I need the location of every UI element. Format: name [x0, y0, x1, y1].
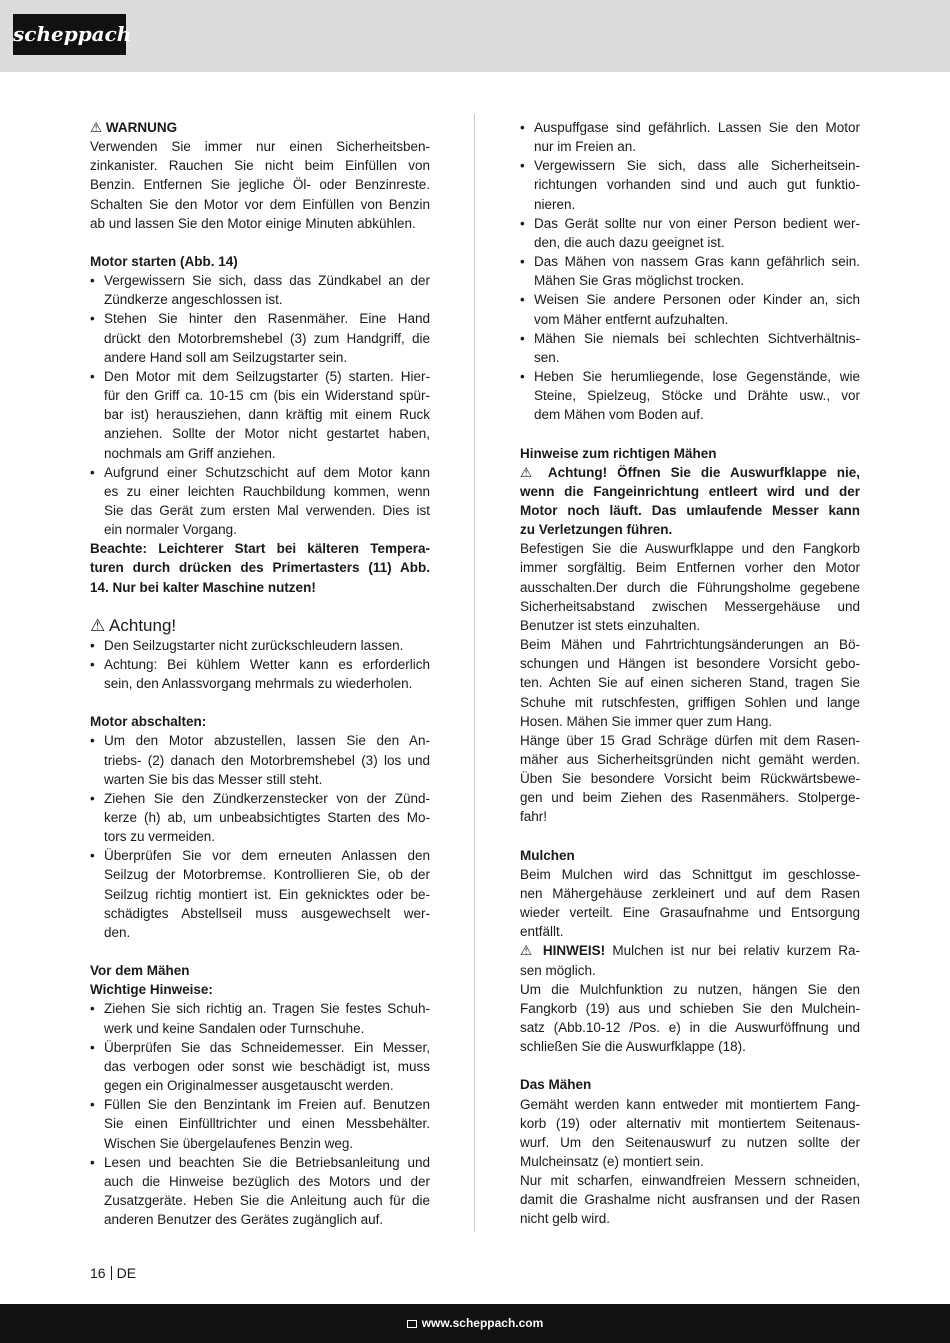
text-line: schließen Sie die Auswurfklappe (18).: [520, 1039, 746, 1055]
list-item-line: Ziehen Sie sich richtig an. Tragen Sie festes Schuh-: [104, 1001, 430, 1017]
list-item-line: richtungen vorhanden sind und auch gut funktio-: [534, 177, 860, 193]
list-item-line: Wischen Sie übergelaufenes Benzin weg.: [104, 1135, 354, 1151]
text-line: wurf. Um den Seitenauswurf zu nutzen sollte der: [520, 1134, 860, 1150]
text-line: satz (Abb.10-12 /Pos. e) in die Auswurföffnung und: [520, 1020, 860, 1036]
text-line: immer sorgfältig. Beim Entfernen vorher den Motor: [520, 560, 860, 576]
list-item-line: anziehen. Sollte der Motor nicht gestartet haben,: [104, 426, 430, 442]
text-line: Schalten Sie den Motor vor dem Einfüllen von Benzin: [90, 196, 430, 212]
bullet-icon: •: [90, 1154, 95, 1170]
mulching-title: Mulchen: [520, 847, 575, 863]
list-item: [90, 309, 430, 366]
text-line: Gemäht werden kann entweder mit montiertem Fang-: [520, 1096, 860, 1112]
bullet-icon: •: [90, 464, 95, 480]
list-item-line: sein, den Anlassvorgang mehrmals zu wiederholen.: [104, 676, 413, 692]
mowing-hints-title: Hinweise zum richtigen Mähen: [520, 445, 717, 461]
page-number-block: [90, 1264, 136, 1282]
text-line: mäher aus Sicherheitsgründen nicht gemäht werden.: [520, 752, 860, 767]
text-line: Üben Sie besondere Vorsicht beim Rückwärtsbewe-: [520, 771, 860, 787]
list-item-line: sen.: [534, 349, 560, 365]
list-item-line: werk und keine Sandalen oder Turnschuhe.: [104, 1020, 365, 1036]
list-item-line: Heben Sie herumliegende, lose Gegenstände, wie: [534, 369, 860, 385]
text-line: Fangkorb (19) aus und schieben Sie den Mulchein-: [520, 1000, 860, 1016]
list-item-line: Um den Motor abzustellen, lassen Sie den An-: [104, 733, 430, 749]
motor-stop-section: [90, 712, 430, 942]
mulching-text: [520, 865, 860, 942]
list-item-line: für den Griff ca. 10-15 cm (bis ein Widerstand spür-: [104, 388, 430, 404]
list-item-line: Vergewissern Sie sich, dass alle Sicherheitsein-: [534, 158, 860, 174]
motor-stop-title: Motor abschalten:: [90, 714, 207, 730]
list-item: [520, 156, 860, 213]
text-line: Schuhe mit rutschfesten, griffigen Sohlen und lange: [520, 694, 860, 710]
bullet-icon: •: [90, 1097, 95, 1113]
list-item-line: das verbogen oder sonst wie beschädigt ist, muss: [104, 1058, 430, 1074]
bullet-icon: •: [90, 368, 95, 384]
list-item-line: Auspuffgase sind gefährlich. Lassen Sie den Motor: [534, 120, 860, 135]
list-item-line: nur im Freien an.: [534, 139, 637, 155]
caution-list: [90, 636, 430, 693]
list-item: [90, 1095, 430, 1152]
list-item-line: Stehen Sie hinter den Rasenmäher. Eine Hand: [104, 311, 430, 327]
text-line: zu Verletzungen führen.: [520, 522, 673, 538]
list-item-line: nochmals am Griff anziehen.: [104, 445, 276, 461]
list-item-line: Aufgrund einer Schutzschicht auf dem Motor kann: [104, 464, 430, 480]
bullet-icon: •: [90, 656, 95, 672]
list-item-line: kerze (h) ab, um unbeabsichtigtes Starten des Mo-: [104, 810, 430, 825]
text-line: gen und beim Ziehen des Rasenmähers. Stolperge-: [520, 790, 860, 806]
text-line: ⚠ Achtung! Öffnen Sie die Auswurfklappe nie,: [520, 464, 860, 480]
list-item-line: drückt den Motorbremshebel (3) zum Handgriff, die: [104, 330, 430, 346]
list-item: [90, 789, 430, 846]
list-item-line: nieren.: [534, 196, 576, 212]
warning-title: ⚠ WARNUNG: [90, 120, 178, 135]
text-line: korb (19) oder alternativ mit montiertem Seitenaus-: [520, 1115, 860, 1131]
text-line: Benutzer ist stets einzuhalten.: [520, 617, 701, 633]
text-line: ten. Achten Sie auf einen sicheren Stand, tragen Sie: [520, 675, 860, 691]
list-item-line: den.: [104, 924, 131, 940]
bullet-icon: •: [520, 369, 525, 385]
list-item-line: bar ist) herausziehen, dann kräftig mit einem Ruck: [104, 407, 430, 423]
bullet-icon: •: [90, 273, 95, 289]
list-item-line: dem Mähen vom Boden auf.: [534, 407, 704, 423]
before-mowing-title: Vor dem Mähen: [90, 963, 190, 979]
text-line: Beachte: Leichterer Start bei kälteren Tempera-: [90, 541, 430, 557]
list-item-line: vom Mäher entfernt aufzuhalten.: [534, 311, 729, 327]
warning-block: [90, 118, 430, 233]
list-item-line: Den Seilzugstarter nicht zurückschleudern lassen.: [104, 637, 404, 653]
monitor-icon: [407, 1320, 417, 1328]
list-item-line: Mähen Sie Gras möglichst trocken.: [534, 273, 745, 289]
list-item-line: warten Sie bis das Messer still steht.: [104, 771, 323, 787]
mulching-hint-text: Mulchen ist nur bei relativ kurzem Ra-: [605, 943, 860, 959]
list-item-line: gegen ein Originalmesser ausgetauscht werden.: [104, 1078, 394, 1094]
text-line: Befestigen Sie die Auswurfklappe und den Fangkorb: [520, 541, 860, 557]
bullet-icon: •: [520, 158, 525, 174]
list-item-line: Achtung: Bei kühlem Wetter kann es erforderlich: [104, 656, 430, 672]
before-mowing-subtitle: Wichtige Hinweise:: [90, 982, 213, 998]
list-item-line: Lesen und beachten Sie die Betriebsanleitung und: [104, 1154, 430, 1170]
text-line: 14. Nur bei kalter Maschine nutzen!: [90, 579, 316, 595]
bullet-icon: •: [90, 1039, 95, 1055]
mulching-text-2: [520, 961, 860, 1057]
list-item-line: den, die auch dazu geeignet ist.: [534, 234, 725, 250]
motor-start-list: [90, 271, 430, 539]
bullet-icon: •: [90, 790, 95, 806]
page-separator: [111, 1266, 112, 1280]
text-line: nicht gelb wird.: [520, 1211, 611, 1227]
bullet-icon: •: [90, 311, 95, 327]
list-item: [520, 290, 860, 328]
caution-title: ⚠ Achtung!: [90, 615, 177, 635]
mowing-title: Das Mähen: [520, 1077, 592, 1093]
text-line: turen durch drücken des Primertasters (11) Abb.: [90, 560, 430, 576]
safety-list-section: [520, 118, 860, 425]
list-item-line: Mähen Sie niemals bei schlechten Sichtverhältnis-: [534, 330, 860, 346]
right-column: [520, 118, 860, 1248]
bullet-icon: •: [90, 848, 95, 864]
safety-list: [520, 118, 860, 425]
bullet-icon: •: [520, 292, 525, 308]
motor-start-note: [90, 539, 430, 596]
list-item-line: schädigtes Abstellseil muss ausgewechselt wer-: [104, 905, 430, 921]
list-item: [90, 1153, 430, 1230]
list-item: [90, 463, 430, 540]
bullet-icon: •: [90, 637, 95, 653]
mulching-section: [520, 846, 860, 1057]
list-item: [90, 999, 430, 1037]
list-item-line: Seilzug der Motorbremse. Kontrollieren Sie, ob der: [104, 867, 430, 883]
list-item-line: auch die Hinweise bezüglich des Motors und der: [104, 1173, 430, 1189]
motor-start-section: [90, 252, 430, 597]
bullet-icon: •: [520, 120, 525, 135]
text-line: fahr!: [520, 809, 548, 825]
list-item: [90, 636, 430, 655]
list-item-line: Sie das Gerät zum ersten Mal verwenden. Dies ist: [104, 502, 430, 518]
list-item: [520, 367, 860, 424]
list-item-line: Steine, Spielzeug, Stöcke und Drähte usw., vor: [534, 388, 860, 404]
list-item-line: anderen Benutzer des Gerätes zugänglich auf.: [104, 1212, 384, 1228]
text-line: Beim Mähen und Fahrtrichtungsänderungen an Bö-: [520, 637, 860, 653]
list-item-line: Zündkerze angeschlossen ist.: [104, 292, 283, 308]
warning-text: [90, 137, 430, 233]
bullet-icon: •: [90, 733, 95, 749]
list-item: [90, 655, 430, 693]
page-footer: [0, 1304, 950, 1343]
mowing-warning: [520, 463, 860, 540]
text-line: schungen und Hängen ist besondere Vorsicht gebo-: [520, 656, 860, 672]
list-item: [90, 271, 430, 309]
text-line: nen Mähergehäuse zerkleinert und auf dem Rasen: [520, 885, 860, 901]
page-language: DE: [116, 1265, 137, 1281]
page-header: [0, 0, 950, 72]
list-item: [90, 367, 430, 463]
list-item-line: andere Hand soll am Seilzugstarter sein.: [104, 349, 348, 365]
list-item-line: es zu einer leichten Rauchbildung kommen, wenn: [104, 483, 430, 499]
list-item-line: Überprüfen Sie vor dem erneuten Anlassen den: [104, 848, 430, 864]
text-line: Mulcheinsatz (e) montiert sein.: [520, 1153, 704, 1169]
mowing-hints-section: [520, 444, 860, 827]
list-item-line: Überprüfen Sie das Schneidemesser. Ein Messer,: [104, 1039, 430, 1055]
list-item-line: ein normaler Vorgang.: [104, 522, 237, 538]
list-item: [520, 252, 860, 290]
list-item-line: Das Mähen von nassem Gras kann gefährlich sein.: [534, 254, 860, 270]
list-item-line: Sie einen Einfülltrichter und einen Messbehälter.: [104, 1116, 430, 1132]
bullet-icon: •: [520, 254, 525, 270]
text-line: zinkanister. Rauchen Sie nicht beim Einfüllen von: [90, 158, 430, 174]
list-item-line: Weisen Sie andere Personen oder Kinder an, sich: [534, 292, 860, 308]
list-item: [90, 1038, 430, 1095]
text-line: Um die Mulchfunktion zu nutzen, hängen Sie den: [520, 981, 860, 997]
list-item-line: Zusatzgeräte. Heben Sie die Anleitung auch für die: [104, 1192, 430, 1208]
mowing-section: [520, 1075, 860, 1228]
list-item-line: Das Gerät sollte nur von einer Person bedient wer-: [534, 215, 860, 231]
text-line: Sicherheitsabstand zwischen Messergehäuse und: [520, 598, 860, 614]
motor-start-title: Motor starten (Abb. 14): [90, 253, 238, 269]
mowing-text: [520, 1095, 860, 1229]
text-line: wenn die Fangeinrichtung entleert wird und der: [520, 483, 860, 499]
list-item-line: Den Motor mit dem Seilzugstarter (5) starten. Hier-: [104, 368, 430, 384]
left-column: [90, 118, 430, 1248]
column-divider: [474, 114, 475, 1232]
text-line: ausschalten.Der durch die Führungsholme gegebene: [520, 579, 860, 595]
text-line: Hänge über 15 Grad Schräge dürfen mit dem Rasen-: [520, 732, 860, 748]
text-line: entfällt.: [520, 924, 564, 940]
list-item: [520, 118, 860, 156]
text-line: Motor noch läuft. Das umlaufende Messer kann: [520, 502, 860, 518]
mulching-hint-line: [520, 941, 860, 960]
list-item-line: triebs- (2) danach den Motorbremshebel (3) los und: [104, 752, 430, 768]
text-line: sen möglich.: [520, 962, 596, 978]
text-line: Beim Mulchen wird das Schnittgut im geschlosse-: [520, 866, 860, 882]
text-line: wieder verteilt. Eine Grasaufnahme und Entsorgung: [520, 905, 860, 921]
page-number: 16: [90, 1265, 106, 1281]
list-item: [520, 329, 860, 367]
brand-logo: scheppach: [13, 14, 126, 55]
before-mowing-section: [90, 961, 430, 1229]
list-item-line: tors zu vermeiden.: [104, 829, 216, 845]
before-mowing-list: [90, 999, 430, 1229]
list-item: [90, 846, 430, 942]
text-line: Hosen. Mähen Sie immer quer zum Hang.: [520, 713, 773, 729]
caution-section: [90, 616, 430, 693]
bullet-icon: •: [90, 1001, 95, 1017]
bullet-icon: •: [520, 330, 525, 346]
text-line: ab und lassen Sie den Motor einige Minuten abkühlen.: [90, 215, 416, 231]
text-line: Benzin. Entfernen Sie jegliche Öl- oder Benzinreste.: [90, 177, 430, 193]
list-item: [520, 214, 860, 252]
text-line: Verwenden Sie immer nur einen Sicherheitsben-: [90, 139, 430, 155]
motor-stop-list: [90, 731, 430, 942]
text-line: Nur mit scharfen, einwandfreien Messern schneiden,: [520, 1173, 860, 1189]
list-item-line: Vergewissern Sie sich, dass das Zündkabel an der: [104, 273, 430, 289]
list-item-line: Seilzug richtig montiert ist. Ein geknicktes oder be-: [104, 886, 430, 902]
list-item-line: Füllen Sie den Benzintank im Freien auf. Benutzen: [104, 1097, 430, 1113]
list-item: [90, 731, 430, 788]
mulching-hint-label: ⚠ HINWEIS!: [520, 943, 606, 959]
website-link[interactable]: www.scheppach.com: [421, 1316, 544, 1330]
bullet-icon: •: [520, 215, 525, 231]
list-item-line: Ziehen Sie den Zündkerzenstecker von der Zünd-: [104, 790, 430, 806]
text-line: damit die Grashalme nicht ausfransen und der Rasen: [520, 1192, 860, 1208]
mowing-hints-text: [520, 539, 860, 826]
